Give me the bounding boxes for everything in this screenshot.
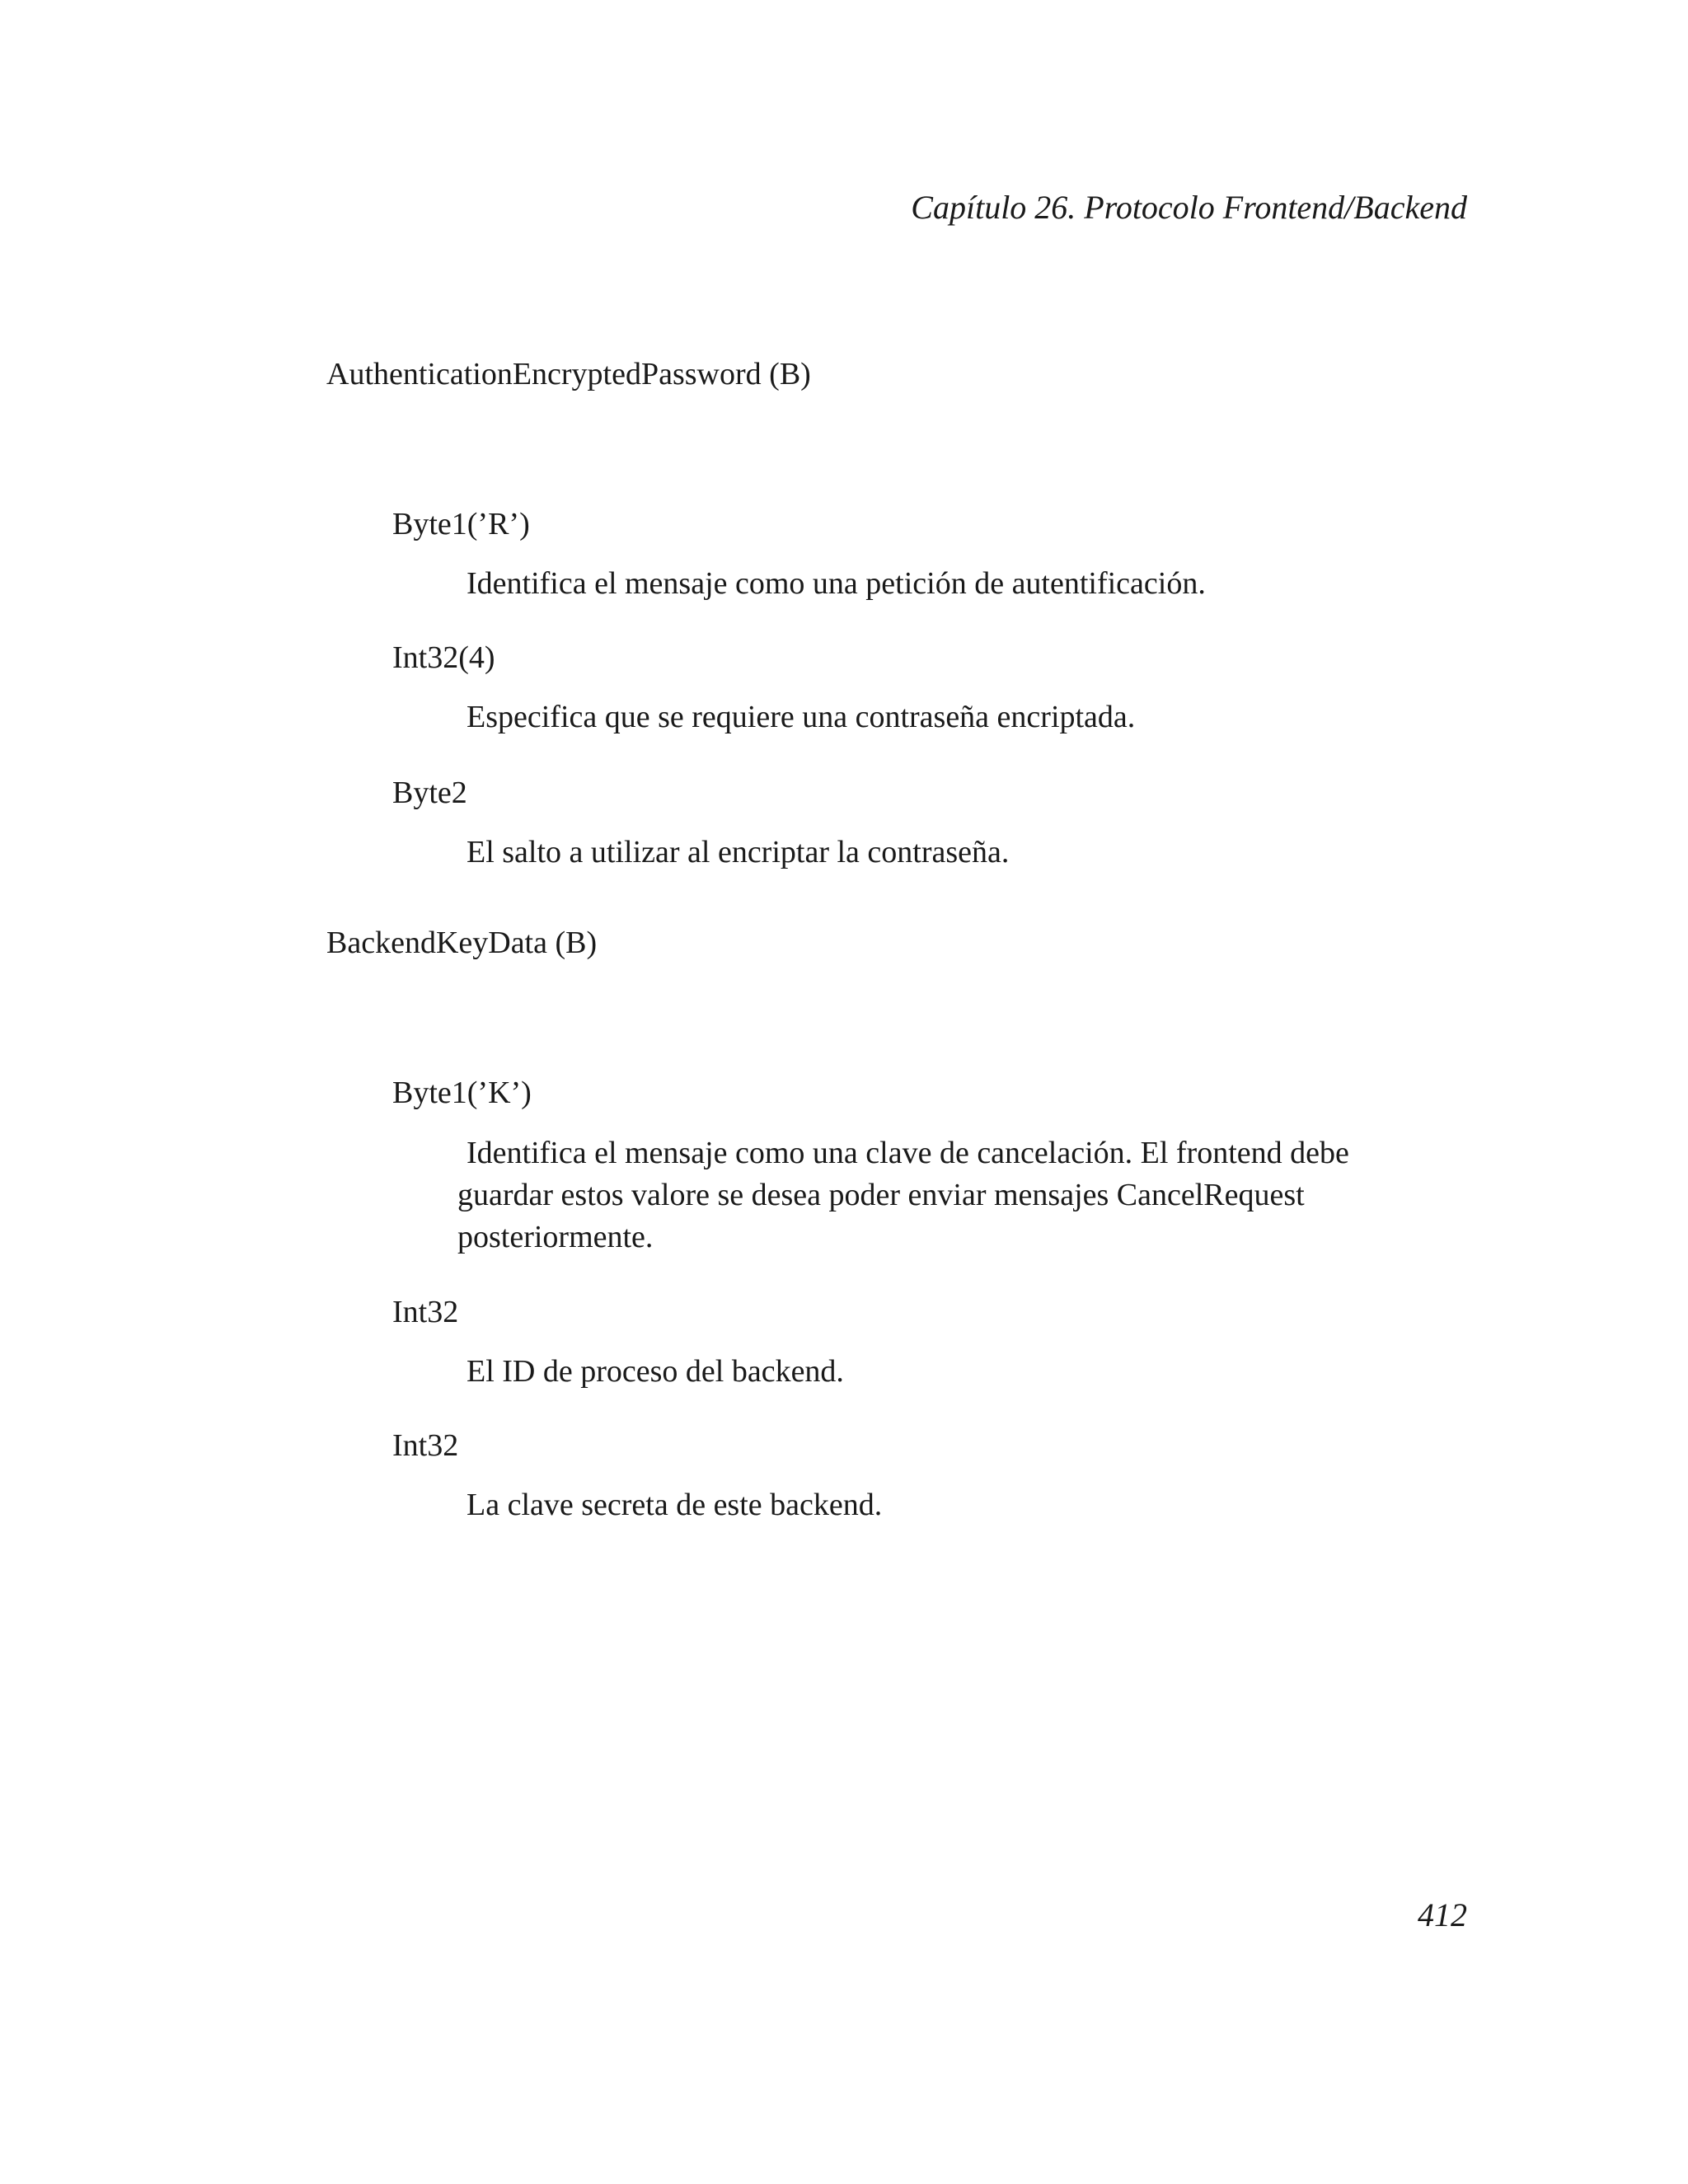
field-description: Identifica el mensaje como una petición de autentificación. — [467, 566, 1206, 601]
message-title: AuthenticationEncryptedPassword (B) — [326, 357, 811, 391]
running-header: Capítulo 26. Protocolo Frontend/Backend — [911, 189, 1467, 226]
field-name: Byte2 — [392, 776, 467, 810]
page-number: 412 — [1418, 1896, 1467, 1933]
description-line: guardar estos valore se desea poder enviar mensajes CancelRequest — [457, 1178, 1305, 1212]
field-name: Int32 — [392, 1428, 459, 1463]
field-name: Byte1(’R’) — [392, 507, 530, 541]
field-description: Especifica que se requiere una contraseña encriptada. — [467, 700, 1136, 734]
field-name: Int32 — [392, 1295, 459, 1329]
field-name: Byte1(’K’) — [392, 1076, 532, 1110]
description-line: posteriormente. — [457, 1220, 654, 1254]
description-line: Identifica el mensaje como una clave de cancelación. El frontend debe — [467, 1136, 1349, 1170]
field-description-multiline — [457, 1132, 1447, 1258]
field-name: Int32(4) — [392, 640, 495, 675]
field-description: El salto a utilizar al encriptar la contraseña. — [467, 835, 1010, 869]
field-description: El ID de proceso del backend. — [467, 1354, 844, 1389]
field-description: La clave secreta de este backend. — [467, 1488, 883, 1522]
message-title: BackendKeyData (B) — [326, 926, 598, 960]
